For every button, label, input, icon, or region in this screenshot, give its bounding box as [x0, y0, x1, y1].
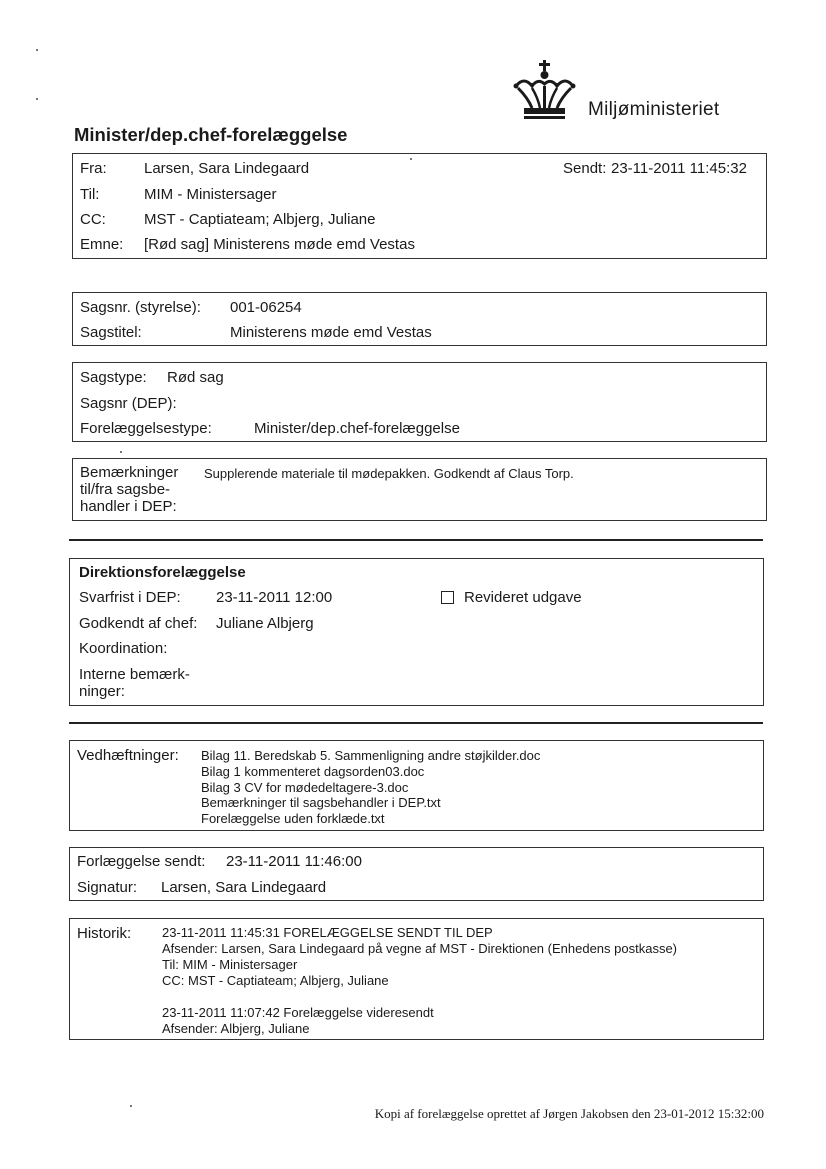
history-line: CC: MST - Captiateam; Albjerg, Juliane [162, 973, 389, 988]
approved-value: Juliane Albjerg [216, 615, 314, 632]
scan-speck [120, 451, 122, 453]
case-box [72, 292, 767, 346]
sent-label: Sendt: [563, 160, 607, 177]
scan-speck [130, 1105, 132, 1107]
history-line: 23-11-2011 11:45:31 FORELÆGGELSE SENDT TIL DEP [162, 925, 493, 940]
divider-2 [69, 722, 763, 724]
attachments-label: Vedhæftninger: [77, 747, 179, 764]
divider-1 [69, 539, 763, 541]
presentation-sent-value: 23-11-2011 11:46:00 [226, 853, 362, 870]
document-title: Minister/dep.chef-forelæggelse [74, 124, 348, 145]
subject-label: Emne: [80, 236, 124, 253]
remarks-label-line-2: til/fra sagsbe- [80, 481, 171, 498]
scan-speck [410, 158, 412, 160]
case-title-value: Ministerens møde emd Vestas [230, 324, 432, 341]
remarks-label-line-3: handler i DEP: [80, 498, 177, 515]
history-line: Afsender: Albjerg, Juliane [162, 1021, 310, 1036]
presentation-type-value: Minister/dep.chef-forelæggelse [254, 420, 460, 437]
scan-speck [36, 98, 38, 100]
subject-value: [Rød sag] Ministerens møde emd Vestas [144, 236, 415, 253]
signature-value: Larsen, Sara Lindegaard [161, 879, 327, 896]
attachment-item[interactable]: Forelæggelse uden forklæde.txt [201, 811, 385, 826]
from-label: Fra: [80, 160, 107, 177]
presentation-type-label: Forelæggelsestype: [80, 420, 212, 437]
remarks-box [72, 458, 767, 521]
dep-case-nr-label: Sagsnr (DEP): [80, 395, 177, 412]
history-line: Afsender: Larsen, Sara Lindegaard på vegne af MST - Direktionen (Enhedens postkasse) [162, 941, 678, 956]
attachment-item[interactable]: Bilag 3 CV for mødedeltagere-3.doc [201, 780, 409, 795]
direktion-box [69, 558, 764, 706]
approved-label: Godkendt af chef: [79, 615, 198, 632]
deadline-value: 23-11-2011 12:00 [216, 589, 333, 606]
cc-value: MST - Captiateam; Albjerg, Juliane [144, 211, 376, 228]
deadline-label: Svarfrist i DEP: [79, 589, 181, 606]
case-type-value: Rød sag [167, 369, 224, 386]
remarks-text: Supplerende materiale til mødepakken. Godkendt af Claus Torp. [204, 466, 574, 481]
signature-label: Signatur: [77, 879, 138, 896]
attachment-item[interactable]: Bilag 11. Beredskab 5. Sammenligning andre støjkilder.doc [201, 748, 541, 763]
ministry-name: Miljøministeriet [588, 99, 720, 120]
attachment-item[interactable]: Bemærkninger til sagsbehandler i DEP.txt [201, 795, 441, 810]
crown-logo-icon [510, 58, 580, 122]
internal-remarks-label-line-1: Interne bemærk- [79, 666, 190, 683]
to-value: MIM - Ministersager [144, 186, 277, 203]
history-line: Til: MIM - Ministersager [162, 957, 298, 972]
presentation-sent-label: Forlæggelse sendt: [77, 853, 206, 870]
checkbox-icon[interactable] [441, 591, 454, 604]
direktion-heading: Direktionsforelæggelse [79, 564, 246, 581]
cc-label: CC: [80, 211, 106, 228]
case-type-box [72, 362, 767, 442]
case-nr-label: Sagsnr. (styrelse): [80, 299, 201, 316]
case-type-label: Sagstype: [80, 369, 147, 386]
history-box [69, 918, 764, 1040]
scan-speck [36, 49, 38, 51]
revised-label: Revideret udgave [464, 589, 582, 606]
coordination-label: Koordination: [79, 640, 168, 657]
history-label: Historik: [77, 925, 132, 942]
case-nr-value: 001-06254 [230, 299, 302, 316]
attachment-item[interactable]: Bilag 1 kommenteret dagsorden03.doc [201, 764, 425, 779]
case-title-label: Sagstitel: [80, 324, 142, 341]
internal-remarks-label-line-2: ninger: [79, 683, 125, 700]
attachments-box [69, 740, 764, 831]
copy-footer: Kopi af forelæggelse oprettet af Jørgen Jakobsen den 23-01-2012 15:32:00 [374, 1106, 764, 1121]
from-value: Larsen, Sara Lindegaard [144, 160, 310, 177]
remarks-label-line-1: Bemærkninger [80, 464, 179, 481]
header-box [72, 153, 767, 259]
to-label: Til: [80, 186, 100, 203]
history-line: 23-11-2011 11:07:42 Forelæggelse videresendt [162, 1005, 434, 1020]
sent-box [69, 847, 764, 901]
sent-value: 23-11-2011 11:45:32 [611, 160, 747, 177]
